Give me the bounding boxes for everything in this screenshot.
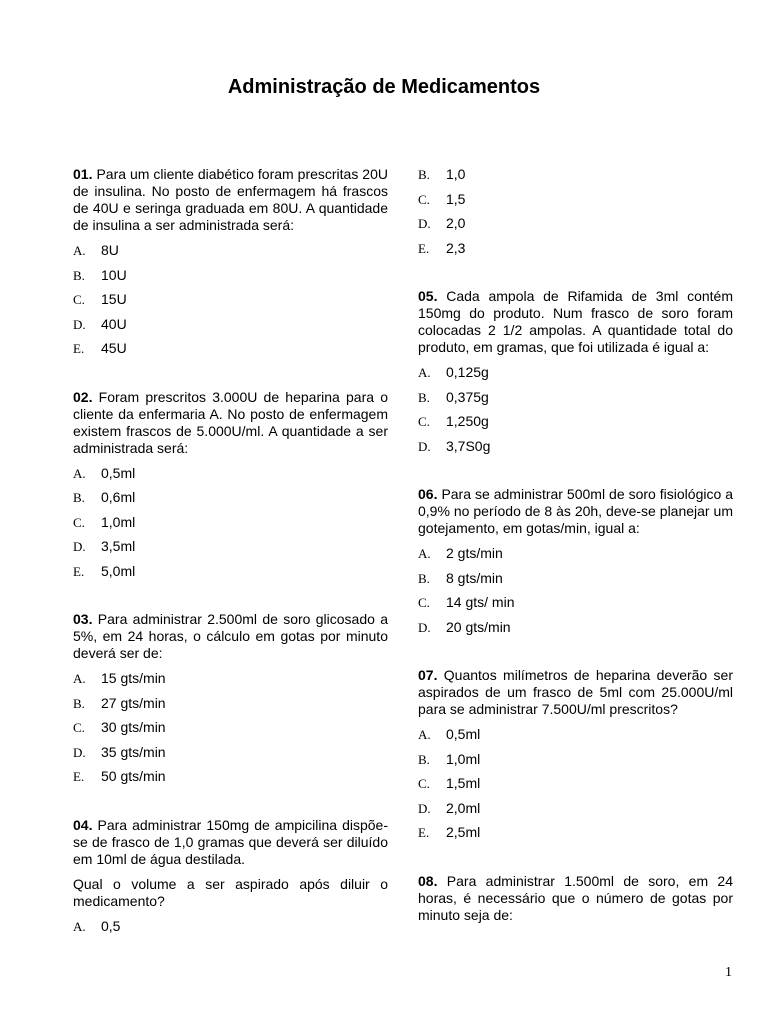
question-text [73, 166, 388, 234]
option-label: A. [73, 671, 86, 686]
option-value: 0,5ml [446, 726, 481, 742]
answer-option [73, 695, 388, 720]
question-body: Para se administrar 500ml de soro fisiológico a 0,9% no período de 8 às 20h, deve-se planejar um gotejamento, em gotas/min, igual a: [418, 486, 733, 536]
option-label: D. [73, 316, 86, 332]
question-body: Para administrar 2.500ml de soro glicosado a 5%, em 24 horas, o cálculo em gotas por minuto deverá ser de: [73, 611, 389, 661]
question-01 [73, 166, 388, 365]
option-value: 0,5ml [101, 464, 136, 481]
answer-option [418, 545, 733, 570]
option-value: 45U [101, 340, 127, 356]
option-value: 1,5 [446, 190, 466, 207]
question-07 [418, 667, 733, 849]
page-title: Administração de Medicamentos [227, 76, 541, 98]
option-label: E. [418, 240, 430, 256]
option-label: D. [418, 800, 431, 816]
answer-option [418, 166, 733, 191]
option-value: 3,7S0g [446, 437, 491, 454]
option-value: 15 gts/min [101, 670, 166, 686]
answer-option [73, 465, 388, 490]
option-value: 50 gts/min [101, 768, 166, 784]
question-text [418, 288, 733, 356]
question-number: 05. [418, 288, 438, 304]
option-value: 0,5 [101, 917, 121, 934]
question-number: 04. [73, 816, 93, 833]
option-value: 20 gts/min [446, 618, 511, 635]
answer-option [73, 563, 388, 588]
left-column [73, 166, 388, 966]
question-number: 06. [418, 486, 438, 502]
question-text [418, 873, 733, 924]
option-value: 15U [101, 291, 127, 307]
option-value: 2,3 [446, 239, 466, 256]
answer-option [418, 726, 733, 751]
question-text [418, 667, 733, 718]
answer-option [418, 215, 733, 240]
option-value: 3,5ml [101, 538, 136, 554]
answer-option [73, 267, 388, 292]
option-label: C. [418, 776, 430, 791]
option-label: A. [73, 465, 86, 481]
question-number: 02. [73, 388, 93, 405]
answer-option [73, 514, 388, 539]
option-value: 1,0ml [446, 750, 481, 767]
answer-option [418, 438, 733, 463]
option-label: C. [73, 292, 85, 307]
option-label: E. [73, 341, 85, 356]
option-value: 0,375g [446, 388, 489, 405]
question-text [73, 611, 388, 662]
question-number: 03. [73, 611, 93, 627]
answer-option [418, 191, 733, 216]
answer-option [73, 744, 388, 769]
option-value: 1,0 [446, 166, 466, 182]
answer-option [418, 594, 733, 619]
question-06 [418, 486, 733, 643]
option-label: B. [418, 167, 430, 182]
option-value: 0,6ml [101, 489, 136, 505]
page-number: 1 [725, 965, 732, 980]
option-value: 8 gts/min [446, 569, 503, 586]
question-number: 07. [418, 667, 438, 683]
option-value: 5,0ml [101, 562, 136, 579]
question-text [73, 389, 388, 457]
option-label: B. [418, 751, 430, 767]
option-label: C. [418, 414, 430, 429]
option-label: B. [73, 267, 85, 283]
answer-option [73, 538, 388, 563]
answer-option [418, 240, 733, 265]
option-label: A. [418, 365, 431, 380]
answer-option [73, 768, 388, 793]
question-number: 01. [73, 166, 93, 182]
option-label: D. [418, 216, 431, 231]
answer-option [418, 619, 733, 644]
question-text [418, 486, 733, 537]
option-value: 27 gts/min [101, 694, 166, 711]
option-label: A. [418, 546, 431, 561]
option-label: C. [73, 514, 85, 530]
question-05 [418, 288, 733, 462]
question-number: 08. [418, 872, 438, 889]
question-extra-text: Qual o volume a ser aspirado após diluir o medicamento? [73, 875, 388, 909]
answer-option [418, 413, 733, 438]
option-value: 2,5ml [446, 824, 481, 840]
answer-option [73, 489, 388, 514]
option-value: 40U [101, 315, 127, 332]
option-label: B. [73, 490, 85, 505]
answer-option [73, 918, 388, 943]
option-value: 2 gts/min [446, 545, 503, 561]
answer-option [418, 775, 733, 800]
option-label: C. [73, 720, 85, 735]
question-body: Quantos milímetros de heparina deverão ser aspirados de um frasco de 5ml com 25.000U/ml para se administrar 7.500U/ml prescritos? [418, 667, 733, 717]
option-value: 2,0ml [446, 799, 481, 816]
option-value: 1,5ml [446, 775, 481, 791]
answer-option [73, 242, 388, 267]
question-body: Cada ampola de Rifamida de 3ml contém 150mg do produto. Num frasco de soro foram colocadas 2 1/2 ampolas. A quantidade total do produto, em gramas, que foi utilizada é igual a: [418, 288, 734, 355]
option-value: 10U [101, 266, 127, 283]
question-body: Para um cliente diabético foram prescritas 20U de insulina. No posto de enfermagem há frascos de 40U e seringa graduada em 80U. A quantidade de insulina a ser administrada será: [73, 166, 388, 233]
right-column [418, 166, 733, 948]
question-08 [418, 873, 733, 924]
answer-option [418, 570, 733, 595]
option-value: 1,0ml [101, 513, 136, 530]
option-label: A. [73, 918, 86, 934]
option-value: 30 gts/min [101, 719, 166, 735]
option-value: 2,0 [446, 215, 466, 231]
option-label: D. [418, 619, 431, 635]
answer-option [418, 800, 733, 825]
option-label: C. [418, 595, 430, 610]
option-label: E. [73, 563, 85, 579]
option-label: E. [418, 825, 430, 840]
answer-option [418, 364, 733, 389]
option-label: D. [418, 438, 431, 454]
option-label: B. [418, 389, 430, 405]
answer-option [418, 751, 733, 776]
option-label: A. [73, 243, 86, 258]
answer-option [73, 340, 388, 365]
option-label: B. [73, 695, 85, 711]
question-body: Foram prescritos 3.000U de heparina para o cliente da enfermaria A. No posto de enfermagem existem frascos de 5.000U/ml. A quantidade a ser administrada será: [73, 388, 389, 456]
question-04 [73, 817, 388, 943]
answer-option [418, 389, 733, 414]
question-02 [73, 389, 388, 588]
answer-option [418, 824, 733, 849]
option-value: 8U [101, 242, 119, 258]
answer-option [73, 670, 388, 695]
question-text [73, 817, 388, 868]
option-label: D. [73, 539, 86, 554]
option-label: A. [418, 727, 431, 742]
answer-option [73, 291, 388, 316]
option-value: 1,250g [446, 413, 489, 429]
question-body: Para administrar 150mg de ampicilina dispõe-se de frasco de 1,0 gramas que deverá ser diluído em 10ml de água destilada. [73, 816, 388, 867]
answer-option [73, 719, 388, 744]
option-value: 0,125g [446, 364, 489, 380]
option-label: B. [418, 570, 430, 586]
option-value: 14 gts/ min [446, 594, 515, 610]
option-label: D. [73, 744, 86, 760]
option-label: C. [418, 191, 430, 207]
question-body: Para administrar 1.500ml de soro, em 24 horas, é necessário que o número de gotas por minuto seja de: [418, 872, 733, 923]
option-label: E. [73, 769, 85, 784]
question-03 [73, 611, 388, 793]
question-continuation [418, 166, 733, 264]
answer-option [73, 316, 388, 341]
option-value: 35 gts/min [101, 743, 166, 760]
